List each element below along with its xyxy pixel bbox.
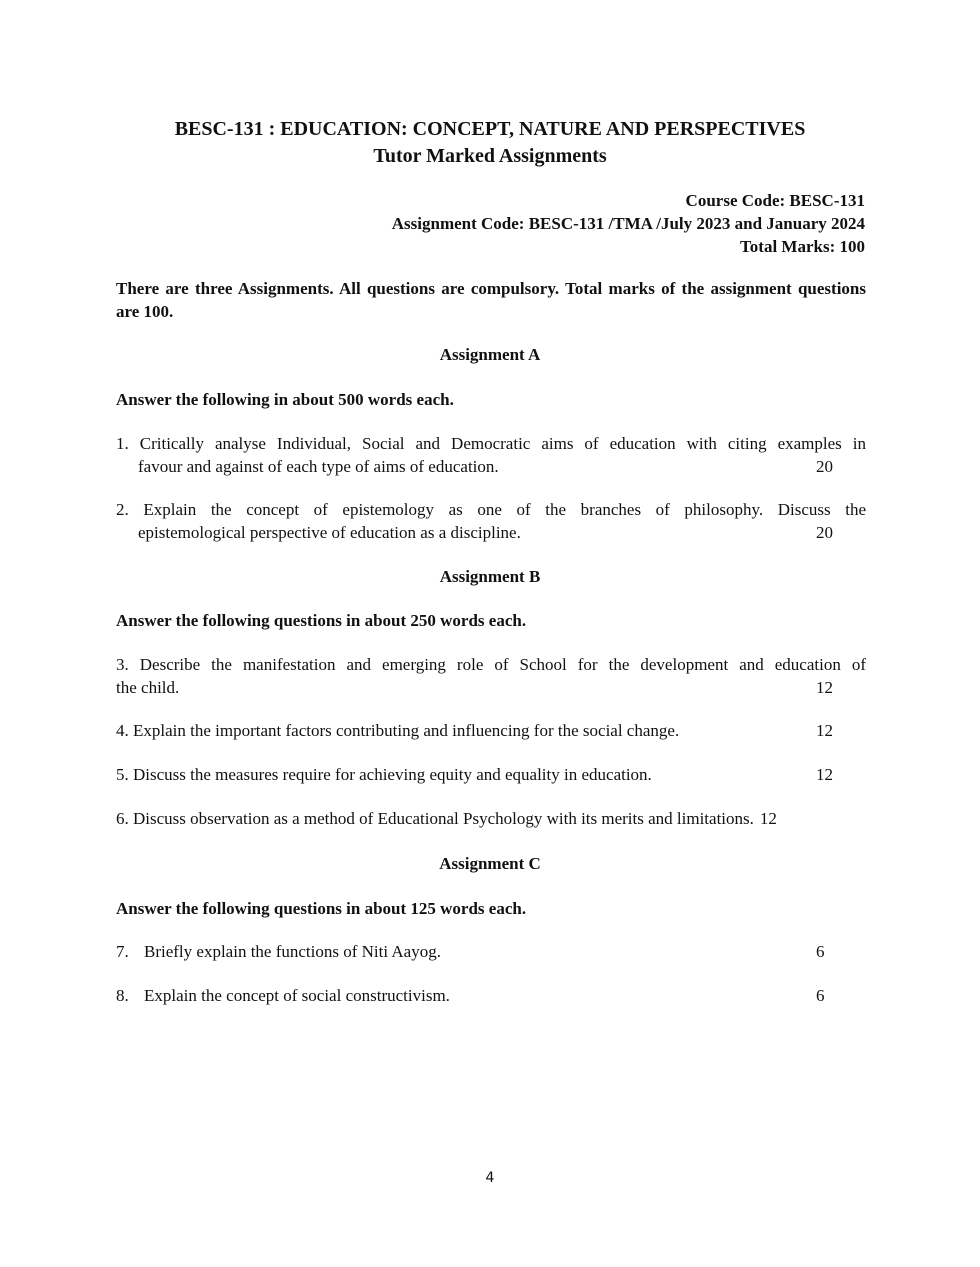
question-4-text: 4. Explain the important factors contributing and influencing for the social change. [116,721,680,740]
question-7-text: Briefly explain the functions of Niti Aayog. [144,942,441,961]
question-2-line-1: 2. Explain the concept of epistemology as one of the branches of philosophy. Discuss the [116,500,866,519]
question-8 [116,984,866,1007]
question-2-line-2-row [116,521,866,544]
question-5-row [116,763,866,786]
question-2 [116,498,866,544]
question-8-text: Explain the concept of social constructivism. [144,986,450,1005]
question-4-row [116,719,866,742]
question-6-marks: 12 [759,809,777,828]
question-3 [116,653,866,699]
assignment-b-instruction: Answer the following questions in about 250 words each. [116,611,527,630]
assignment-code: Assignment Code: BESC-131 /TMA /July 2023 and January 2024 [391,214,865,233]
question-7-marks: 6 [816,942,825,961]
question-1-line-1: 1. Critically analyse Individual, Social and Democratic aims of education with citing examples in [116,434,866,453]
question-7-number: 7. [116,942,129,961]
question-5-marks: 12 [816,765,833,784]
question-4-marks: 12 [816,721,833,740]
assignment-a-heading: Assignment A [439,345,541,364]
question-6-text: 6. Discuss observation as a method of Educational Psychology with its merits and limitations. [116,809,754,828]
question-1-line-2: favour and against of each type of aims of education. [138,457,499,476]
question-1-marks: 20 [816,457,833,476]
question-1-line-2-row [116,455,866,478]
question-5-text: 5. Discuss the measures require for achieving equity and equality in education. [116,765,652,784]
question-3-line-2-row [116,676,866,699]
document-title [0,116,980,170]
assignment-c-instruction: Answer the following questions in about 125 words each. [116,899,527,918]
question-2-line-2: epistemological perspective of education as a discipline. [138,523,521,542]
assignment-c-heading: Assignment C [439,854,541,873]
question-6 [116,807,876,830]
question-8-row [116,984,866,1007]
question-5 [116,763,866,786]
question-7 [116,940,866,963]
question-1 [116,432,866,478]
question-4 [116,719,866,742]
question-8-number: 8. [116,986,129,1005]
question-7-row [116,940,866,963]
assignment-b-heading: Assignment B [439,567,541,586]
intro-text: There are three Assignments. All questions are compulsory. Total marks of the assignment questions are 100. [116,279,866,321]
course-title: BESC-131 : EDUCATION: CONCEPT, NATURE AND PERSPECTIVES [174,118,806,140]
question-3-line-1: 3. Describe the manifestation and emerging role of School for the development and education of [116,655,866,674]
course-code: Course Code: BESC-131 [685,191,865,210]
course-meta [392,189,865,258]
assignment-a-instruction: Answer the following in about 500 words each. [116,390,454,409]
question-3-line-2: the child. [116,678,180,697]
document-subtitle: Tutor Marked Assignments [373,145,607,167]
page-number: 4 [485,1170,495,1186]
question-6-row [116,807,876,830]
total-marks: Total Marks: 100 [740,237,865,256]
question-2-marks: 20 [816,523,833,542]
question-8-marks: 6 [816,986,825,1005]
question-3-marks: 12 [816,678,833,697]
